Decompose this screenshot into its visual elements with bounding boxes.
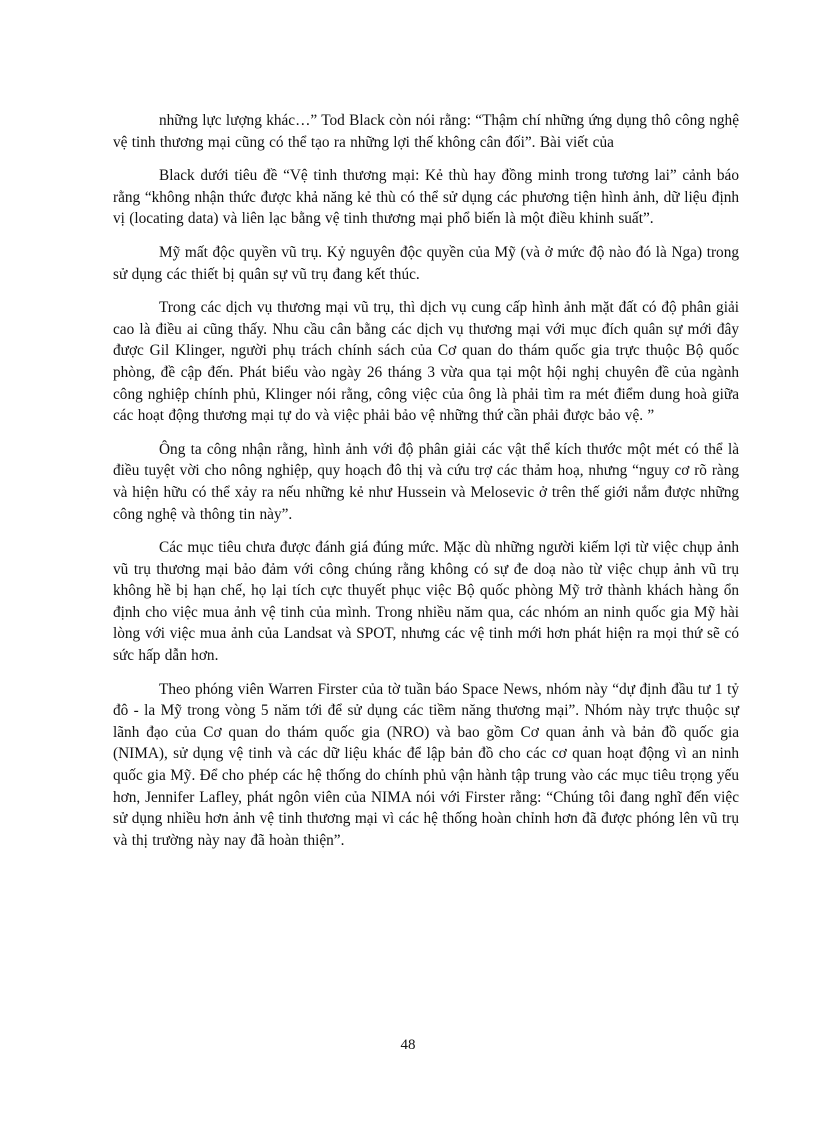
paragraph-4: Trong các dịch vụ thương mại vũ trụ, thì dịch vụ cung cấp hình ảnh mặt đất có độ phân giải cao là điều ai cũng thấy. Nhu cầu cân bằng các dịch vụ thương mại với mục đích quân sự mới đây được Gil Klinger, người phụ trách chính sách của Cơ quan do thám quốc gia trực thuộc Bộ quốc phòng, đề cập đến. Phát biểu vào ngày 26 tháng 3 vừa qua tại một hội nghị chuyên đề của ngành công nghiệp chính phủ, Klinger nói rằng, công việc của ông là phải tìm ra mét điểm dung hoà giữa các hoạt động thương mại tự do và việc phải bảo vệ những thứ cần phải được bảo vệ. ” [113,299,739,425]
paragraph-3: Mỹ mất độc quyền vũ trụ. Kỷ nguyên độc quyền của Mỹ (và ở mức độ nào đó là Nga) trong sử dụng các thiết bị quân sự vũ trụ đang kết thúc. [113,243,739,283]
paragraph-2: Black dưới tiêu đề “Vệ tinh thương mại: Kẻ thù hay đồng minh trong tương lai” cảnh báo rằng “không nhận thức được khả năng kẻ thù có thể sử dụng các phương tiện hình ảnh, dữ liệu định vị (locating data) và liên lạc bằng vệ tinh thương mại phổ biến là một điều khinh suất”. [113,167,739,228]
paragraph-5: Ông ta công nhận rằng, hình ảnh với độ phân giải các vật thể kích thước một mét có thể là điều tuyệt vời cho nông nghiệp, quy hoạch đô thị và cứu trợ các thảm hoạ, nhưng “nguy cơ rõ ràng và hiện hữu có thể xảy ra nếu những kẻ như Hussein và Melosevic ở trên thế giới nắm được những công nghệ và thông tin này”. [113,440,739,523]
paragraph-1: những lực lượng khác…” Tod Black còn nói rằng: “Thậm chí những ứng dụng thô công nghệ vệ tinh thương mại cũng có thể tạo ra những lợi thế không cân đối”. Bài viết của [113,112,739,151]
paragraph-6: Các mục tiêu chưa được đánh giá đúng mức. Mặc dù những người kiếm lợi từ việc chụp ảnh vũ trụ thương mại bảo đảm với công chúng rằng không có sự đe doạ nào từ việc chụp ảnh vũ trụ không hề bị hạn chế, họ lại tích cực thuyết phục việc Bộ quốc phòng Mỹ trở thành khách hàng ổn định cho việc mua ảnh vệ tinh của mình. Trong nhiều năm qua, các nhóm an ninh quốc gia Mỹ hài lòng với việc mua ảnh của Landsat và SPOT, nhưng các vệ tinh mới hơn phát hiện ra mọi thứ sẽ có sức hấp dẫn hơn. [113,539,739,665]
paragraph-7: Theo phóng viên Warren Firster của tờ tuần báo Space News, nhóm này “dự định đầu tư 1 tỷ đô - la Mỹ trong vòng 5 năm tới để sử dụng các tiềm năng thương mại”. Nhóm này trực thuộc sự lãnh đạo của Cơ quan do thám quốc gia (NRO) và bao gồm Cơ quan ảnh và bản đồ quốc gia (NIMA), sử dụng vệ tinh và các dữ liệu khác để lập bản đồ cho các cơ quan hoạt động vì an ninh quốc gia Mỹ. Để cho phép các hệ thống do chính phủ vận hành tập trung vào các mục tiêu trọng yếu hơn, Jennifer Lafley, phát ngôn viên của NIMA nói với Firster rằng: “Chúng tôi đang nghĩ đến việc sử dụng nhiều hơn ảnh vệ tinh thương mại vì các hệ thống hoàn chỉnh hơn đã được phóng lên vũ trụ và thị trường này nay đã hoàn thiện”. [113,680,739,849]
document-body [113,110,739,851]
page-number: 48 [400,1037,416,1053]
